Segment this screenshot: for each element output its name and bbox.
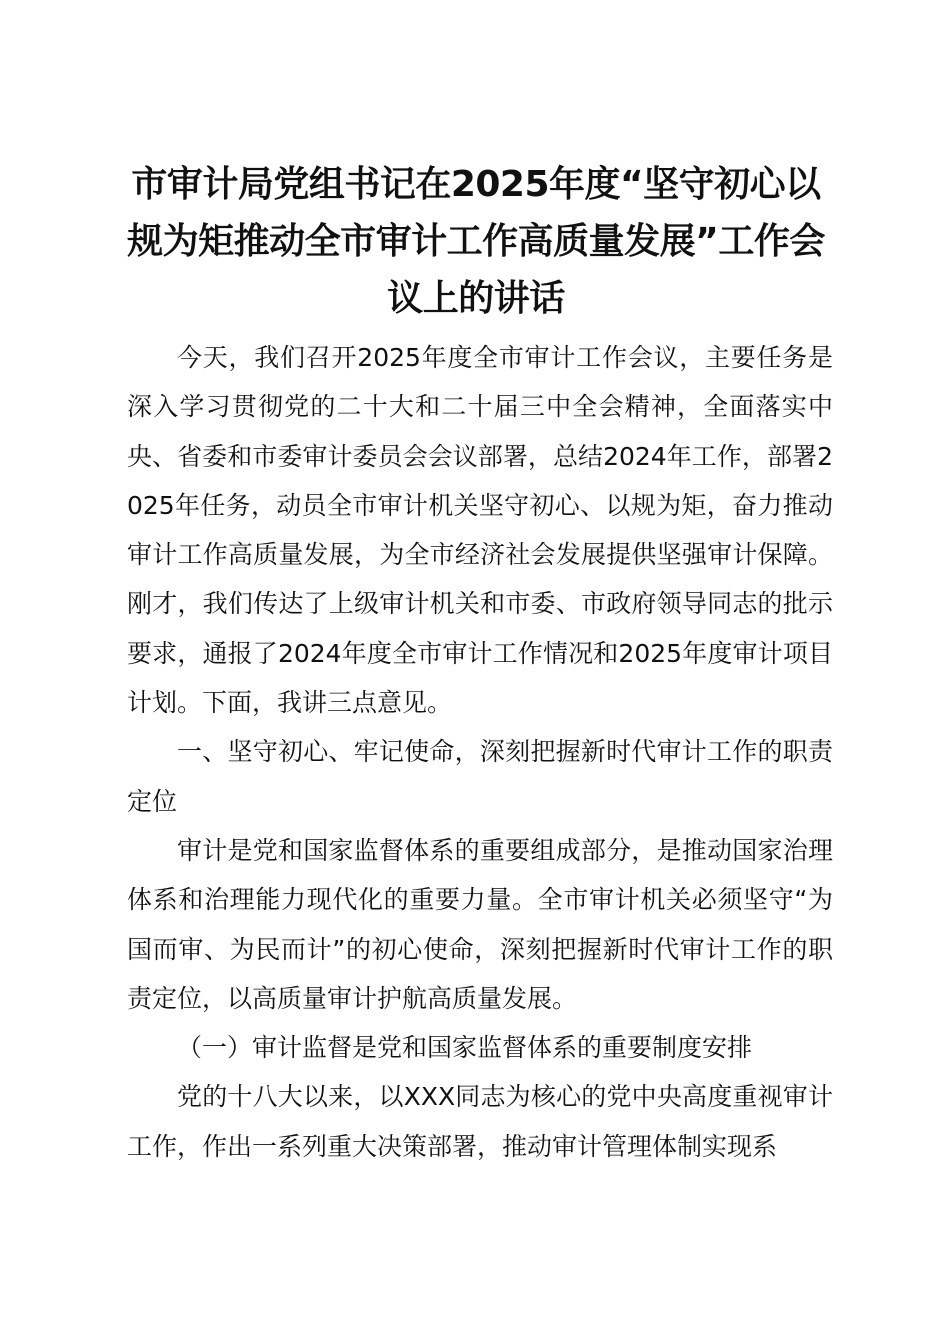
section-heading-1: 一、坚守初心、牢记使命，深刻把握新时代审计工作的职责定位 — [127, 737, 833, 816]
paragraph-section-1: 审计是党和国家监督体系的重要组成部分，是推动国家治理体系和治理能力现代化的重要力量。全市审计机关必须坚守“为国而审、为民而计”的初心使命，深刻把握新时代审计工作的职责定位，以高质量审计护航高质量发展。 — [127, 835, 833, 1013]
subsection-heading-1: （一）审计监督是党和国家监督体系的重要制度安排 — [177, 1033, 753, 1063]
paragraph-subsection-1: 党的十八大以来，以XXX同志为核心的党中央高度重视审计工作，作出一系列重大决策部署，推动审计管理体制实现系 — [127, 1082, 833, 1161]
document-body — [127, 333, 833, 1171]
paragraph-intro: 今天，我们召开2025年度全市审计工作会议，主要任务是深入学习贯彻党的二十大和二十届三中全会精神，全面落实中央、省委和市委审计委员会会议部署，总结2024年工作，部署2025年任务，动员全市审计机关坚守初心、以规为矩，奋力推动审计工作高质量发展，为全市经济社会发展提供坚强审计保障。刚才，我们传达了上级审计机关和市委、市政府领导同志的批示要求，通报了2024年度全市审计工作情况和2025年度审计项目计划。下面，我讲三点意见。 — [127, 343, 833, 718]
document-title: 市审计局党组书记在2025年度“坚守初心以规为矩推动全市审计工作高质量发展”工作会议上的讲话 — [127, 164, 825, 319]
